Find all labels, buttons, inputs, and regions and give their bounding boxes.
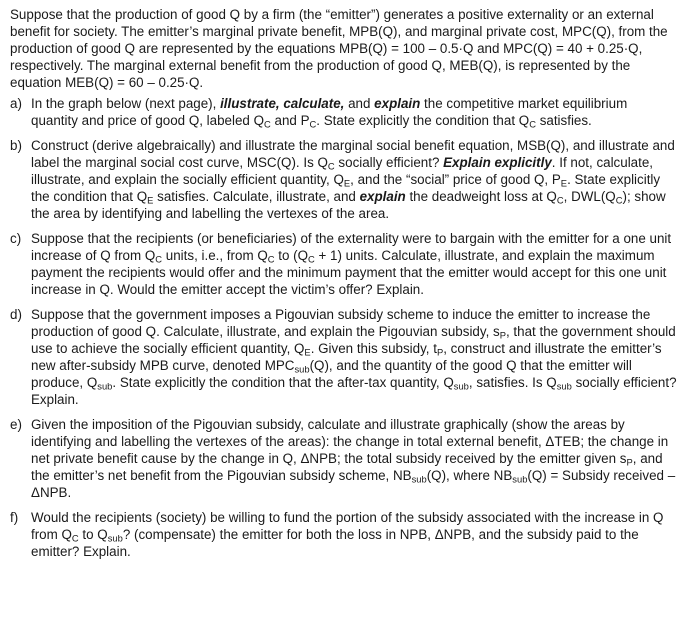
text-run: ? (compensate) the emitter for both the loss in NPB, ΔNPB, and the subsidy paid to the emitter? Explain. [31, 527, 639, 559]
text-run: (Q) = Subsidy received – ΔNPB. [31, 468, 676, 500]
emphasis-text: explain [359, 189, 406, 204]
text-run: Suppose that the government imposes a Pigouvian subsidy scheme to induce the emitter to increase the production of good Q. Calculate, illustrate, and explain the Pigouvian subsidy, s [31, 307, 651, 339]
text-run: and [344, 96, 375, 111]
text-run: socially efficient? [334, 155, 444, 170]
text-run: the deadweight loss at Q [405, 189, 557, 204]
subscript: E [560, 178, 568, 189]
text-run: . State explicitly the condition that Q [31, 172, 661, 204]
text-run: , and the “social” price of good Q, P [350, 172, 561, 187]
subscript: E [343, 178, 351, 189]
question-text [31, 230, 677, 298]
subscript: C [529, 119, 536, 130]
text-run: the competitive market equilibrium quantity and price of good Q, labeled Q [31, 96, 628, 128]
subscript: C [309, 119, 317, 130]
text-run: to (Q [274, 248, 308, 263]
subscript: sub [97, 381, 113, 392]
subscript: E [147, 195, 154, 206]
subscript: sub [556, 381, 572, 392]
subscript: E [304, 347, 311, 358]
subscript: sub [107, 533, 123, 544]
emphasis-text: Explain explicitly [443, 155, 552, 170]
text-run: In the graph below (next page), [31, 96, 221, 111]
text-run: Construct (derive algebraically) and illustrate the marginal social benefit equation, MSB(Q), and illustrate and label the marginal social cost curve, MSC(Q). Is Q [31, 138, 675, 170]
text-run: , satisfies. Is Q [468, 375, 557, 390]
question-item-b [10, 137, 677, 222]
text-run: satisfies. [535, 113, 592, 128]
question-label: c) [10, 231, 22, 246]
question-label: e) [10, 417, 22, 432]
subscript: C [267, 254, 275, 265]
text-run: ); show the area by identifying and labelling the vertexes of the area. [31, 189, 666, 221]
text-run: to Q [78, 527, 108, 542]
question-text [31, 137, 677, 222]
emphasis-text: illustrate, calculate, [220, 96, 345, 111]
text-run: . If not, calculate, illustrate, and explain the socially efficient quantity, Q [31, 155, 654, 187]
text-run: socially efficient? Explain. [31, 375, 677, 407]
subscript: sub [512, 474, 528, 485]
text-run: . State explicitly the condition that Q [316, 113, 530, 128]
question-item-f [10, 509, 677, 560]
text-run: , and the emitter’s net benefit from the Pigouvian subsidy scheme, NB [31, 451, 663, 483]
text-run: Would the recipients (society) be willing to fund the portion of the subsidy associated with the increase in Q from Q [31, 510, 664, 542]
subscript: C [264, 119, 271, 130]
subscript: sub [453, 381, 469, 392]
emphasis-text: explain [374, 96, 421, 111]
text-run: (Q), where NB [426, 468, 513, 483]
problem-intro: Suppose that the production of good Q by a firm (the “emitter”) generates a positive externality or an external benefit for society. The emitter’s marginal private benefit, MPB(Q), and marginal private cost, MPC(Q), from the production of good Q are represented by the equations MPB(Q) = 100 – 0.5·Q and MPC(Q) = 40 + 0.25·Q, respectively. The marginal external benefit from the production of good Q, MEB(Q), is represented by the equation MEB(Q) = 60 – 0.25·Q. [10, 7, 668, 90]
text-run: , that the government should use to achieve the socially efficient quantity, Q [31, 324, 676, 356]
question-text [31, 306, 677, 408]
question-item-c [10, 230, 677, 298]
subscript: C [308, 254, 315, 265]
subscript: C [615, 195, 623, 206]
subscript: C [327, 161, 335, 172]
text-run: (Q), and the quantity of the good Q that the emitter will produce, Q [31, 358, 632, 390]
subscript: sub [411, 474, 427, 485]
subscript: P [436, 347, 444, 358]
question-text [31, 95, 677, 129]
subscript: C [71, 533, 79, 544]
subscript: sub [294, 364, 310, 375]
subscript: C [155, 254, 163, 265]
text-run: and P [270, 113, 310, 128]
text-run: satisfies. Calculate, illustrate, and [153, 189, 360, 204]
question-item-e [10, 416, 677, 501]
text-run: units, i.e., from Q [162, 248, 268, 263]
subscript: C [556, 195, 564, 206]
question-label: d) [10, 307, 22, 322]
question-list [10, 95, 677, 560]
question-text [31, 416, 677, 501]
text-run: , construct and illustrate the emitter’s new after-subsidy MPB curve, denoted MPC [31, 341, 662, 373]
text-run: , DWL(Q [563, 189, 616, 204]
question-label: b) [10, 138, 22, 153]
subscript: P [499, 330, 506, 341]
subscript: P [626, 457, 633, 468]
text-run: . Given this subsidy, t [310, 341, 437, 356]
text-run: . State explicitly the condition that the after-tax quantity, Q [112, 375, 454, 390]
question-item-d [10, 306, 677, 408]
question-label: a) [10, 96, 22, 111]
question-text [31, 509, 677, 560]
text-run: Given the imposition of the Pigouvian subsidy, calculate and illustrate graphically (show the areas by identifying and labelling the vertexes of the areas): the change in total external benefit, ΔTEB; the change in net private benefit cause by the change in Q, ΔNPB; the total subsidy received by the emitter given s [31, 417, 669, 466]
question-label: f) [10, 510, 19, 525]
question-item-a [10, 95, 677, 129]
text-run: + 1) units. Calculate, illustrate, and explain the maximum payment the recipients would offer and the minimum payment that the emitter would accept for this one unit increase in Q. Would the emitter accept the victim’s offer? Explain. [31, 248, 667, 297]
text-run: Suppose that the recipients (or beneficiaries) of the externality were to bargain with the emitter for a one unit increase of Q from Q [31, 231, 672, 263]
